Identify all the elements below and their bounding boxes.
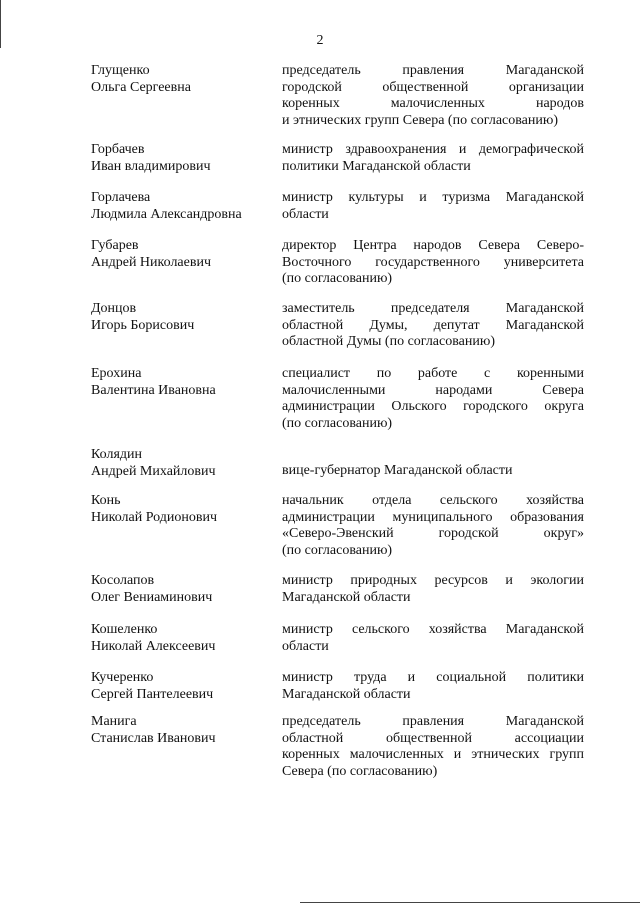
member-position-line: начальник отдела сельского хозяйства <box>282 493 584 508</box>
member-position <box>282 463 584 480</box>
member-name-line: Андрей Михайлович <box>91 463 216 479</box>
member-position <box>282 622 584 655</box>
member-position-line: директор Центра народов Севера Северо- <box>282 238 584 253</box>
member-name-line: Иван владимирович <box>91 158 211 174</box>
member-name-line: Олег Вениаминович <box>91 589 213 605</box>
member-position-line: политики Магаданской области <box>282 158 471 174</box>
member-position-line: Магаданской области <box>282 589 411 605</box>
member-position <box>282 238 584 288</box>
member-position-line: коренных малочисленных народов <box>282 96 584 111</box>
member-name-line: Николай Алексеевич <box>91 638 216 654</box>
member-name <box>91 301 271 334</box>
member-position <box>282 670 584 703</box>
member-position-line: администрации муниципального образования <box>282 509 584 525</box>
member-name-line: Манига <box>91 714 137 729</box>
member-position-line: администрации Ольского городского округа <box>282 399 584 414</box>
member-position <box>282 63 584 129</box>
member-position <box>282 366 584 432</box>
member-position-line: малочисленными народами Севера <box>282 382 584 398</box>
member-name-line: Андрей Николаевич <box>91 254 211 270</box>
member-position-line: Магаданской области <box>282 686 411 702</box>
page-number: 2 <box>316 33 324 48</box>
member-position-line: коренных малочисленных и этнических групп <box>282 747 584 762</box>
member-position <box>282 573 584 606</box>
member-name-line: Станислав Иванович <box>91 730 216 746</box>
member-position-line: Севера (по согласованию) <box>282 763 438 779</box>
member-name <box>91 142 271 175</box>
member-name <box>91 573 271 606</box>
member-position <box>282 301 584 351</box>
member-name-line: Горлачева <box>91 190 151 205</box>
member-name <box>91 670 271 703</box>
member-position-line: (по согласованию) <box>282 542 393 558</box>
scan-edge-mark-bottom <box>300 902 640 903</box>
member-name-line: Ольга Сергеевна <box>91 79 191 95</box>
member-name-line: Ерохина <box>91 366 142 381</box>
member-position-line: Восточного государственного университета <box>282 254 584 270</box>
member-position <box>282 142 584 175</box>
member-name-line: Кучеренко <box>91 670 154 685</box>
member-position <box>282 493 584 559</box>
member-name <box>91 366 271 399</box>
member-name-line: Колядин <box>91 447 142 462</box>
member-position-line: председатель правления Магаданской <box>282 714 584 729</box>
member-name-line: Валентина Ивановна <box>91 382 216 398</box>
member-position-line: (по согласованию) <box>282 415 393 431</box>
member-position-line: министр труда и социальной политики <box>282 670 584 685</box>
member-position <box>282 190 584 223</box>
member-name-line: Сергей Пантелеевич <box>91 686 214 702</box>
member-position-line: министр здравоохранения и демографической <box>282 142 584 157</box>
member-name <box>91 447 271 480</box>
member-name <box>91 190 271 223</box>
member-position-line: области <box>282 206 329 222</box>
member-position-line: министр сельского хозяйства Магаданской <box>282 622 584 637</box>
member-name-line: Донцов <box>91 301 137 316</box>
member-position-line: городской общественной организации <box>282 79 584 95</box>
member-position-line: областной общественной ассоциации <box>282 730 584 746</box>
member-position-line: министр природных ресурсов и экологии <box>282 573 584 588</box>
member-name-line: Горбачев <box>91 142 145 157</box>
member-position-line: областной Думы, депутат Магаданской <box>282 317 584 333</box>
member-position-line: области <box>282 638 329 654</box>
member-name <box>91 238 271 271</box>
member-name <box>91 622 271 655</box>
member-position-line: «Северо-Эвенский городской округ» <box>282 526 584 541</box>
member-position-line: (по согласованию) <box>282 271 393 286</box>
member-name-line: Кошеленко <box>91 622 158 637</box>
member-name-line: Глущенко <box>91 63 150 78</box>
member-name-line: Николай Родионович <box>91 509 217 525</box>
member-name <box>91 714 271 747</box>
member-name-line: Косолапов <box>91 573 155 588</box>
member-position-line: председатель правления Магаданской <box>282 63 584 78</box>
member-name <box>91 493 271 526</box>
member-position-line: заместитель председателя Магаданской <box>282 301 584 316</box>
member-position <box>282 714 584 780</box>
member-position-line: и этнических групп Севера (по согласованию) <box>282 112 558 128</box>
member-position-line: министр культуры и туризма Магаданской <box>282 190 584 205</box>
member-name <box>91 63 271 96</box>
member-name-line: Губарев <box>91 238 139 253</box>
member-name-line: Конь <box>91 493 121 508</box>
member-position-line: вице-губернатор Магаданской области <box>282 463 513 478</box>
member-position-line: специалист по работе с коренными <box>282 366 584 381</box>
member-position-line: областной Думы (по согласованию) <box>282 334 495 349</box>
member-name-line: Игорь Борисович <box>91 317 195 333</box>
member-name-line: Людмила Александровна <box>91 206 242 222</box>
